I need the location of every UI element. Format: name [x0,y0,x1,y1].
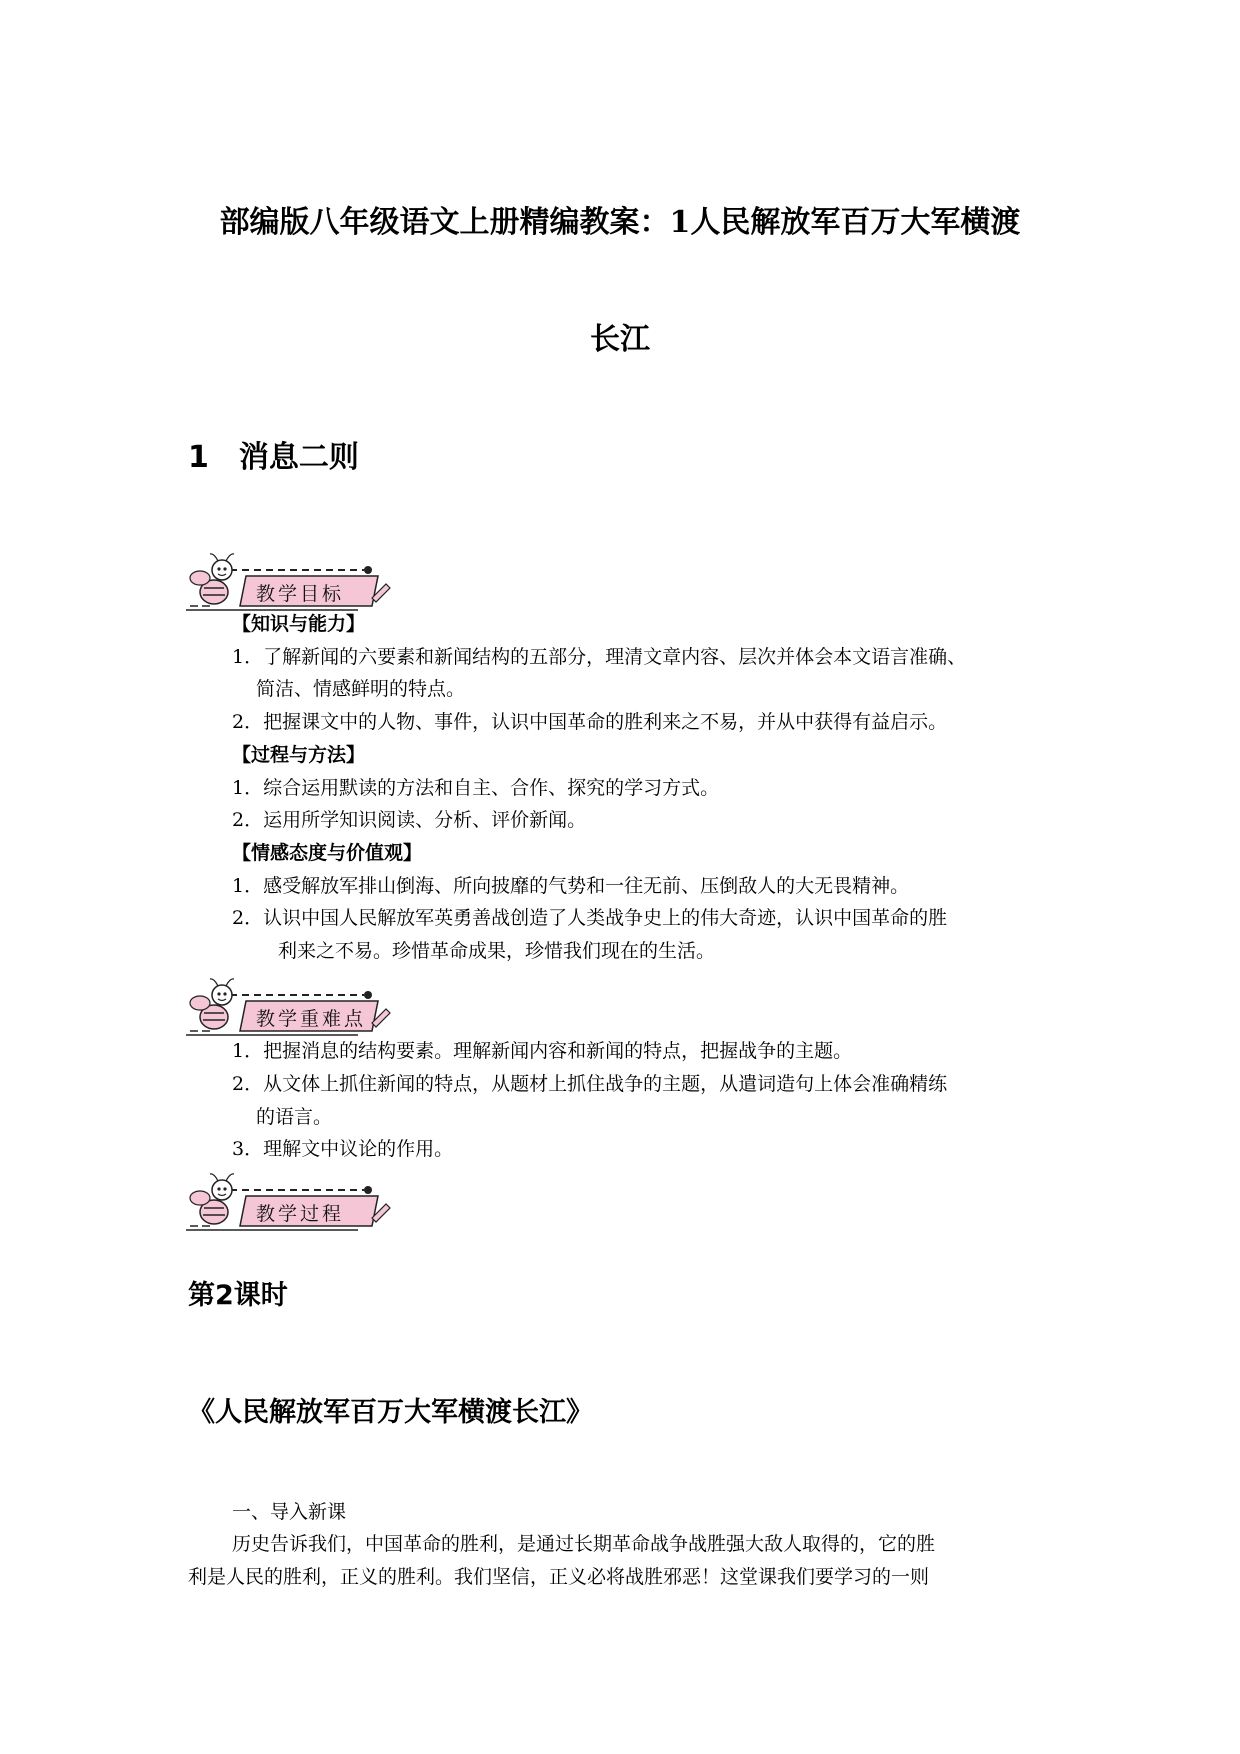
banner-label: 教学重难点 [256,1008,367,1030]
intro-heading: 一、导入新课 [232,1501,347,1523]
key-point-1: 1．把握消息的结构要素。理解新闻内容和新闻的特点，把握战争的主题。 [232,1040,853,1062]
key-point-2-cont: 的语言。 [256,1106,333,1128]
emotion-item-2-cont: 利来之不易。珍惜革命成果，珍惜我们现在的生活。 [278,940,716,962]
banner-key-points [186,975,386,1039]
process-item-1: 1．综合运用默读的方法和自主、合作、探究的学习方式。 [232,777,720,799]
banner-label: 教学过程 [256,1203,345,1225]
knowledge-item-1-cont: 简洁、情感鲜明的特点。 [256,678,466,700]
emotion-item-2: 2．认识中国人民解放军英勇善战创造了人类战争史上的伟大奇迹，认识中国革命的胜 [232,907,948,929]
document-title-line-1: 部编版八年级语文上册精编教案：1人民解放军百万大军横渡 [219,205,1021,240]
knowledge-item-2: 2．把握课文中的人物、事件，认识中国革命的胜利来之不易，并从中获得有益启示。 [232,711,948,733]
knowledge-heading: 【知识与能力】 [232,613,366,635]
chapter-heading: 1 消息二则 [188,440,359,475]
banner-label: 教学目标 [256,583,345,605]
intro-paragraph-line-2: 利是人民的胜利，正义的胜利。我们坚信，正义必将战胜邪恶！这堂课我们要学习的一则 [188,1566,930,1588]
process-heading: 【过程与方法】 [232,744,366,766]
emotion-heading: 【情感态度与价值观】 [232,842,423,864]
article-title: 《人民解放军百万大军横渡长江》 [188,1397,593,1428]
document-title-line-2: 长江 [590,322,650,357]
lesson-heading: 第2课时 [188,1280,288,1311]
banner-objectives [186,550,386,614]
banner-process [186,1170,386,1234]
process-item-2: 2．运用所学知识阅读、分析、评价新闻。 [232,809,587,831]
key-point-2: 2．从文体上抓住新闻的特点，从题材上抓住战争的主题，从遣词造句上体会准确精练 [232,1073,948,1095]
key-point-3: 3．理解文中议论的作用。 [232,1138,454,1160]
emotion-item-1: 1．感受解放军排山倒海、所向披靡的气势和一往无前、压倒敌人的大无畏精神。 [232,875,910,897]
intro-paragraph-line-1: 历史告诉我们，中国革命的胜利，是通过长期革命战争战胜强大敌人取得的，它的胜 [232,1533,936,1555]
knowledge-item-1: 1．了解新闻的六要素和新闻结构的五部分，理清文章内容、层次并体会本文语言准确、 [232,646,967,668]
